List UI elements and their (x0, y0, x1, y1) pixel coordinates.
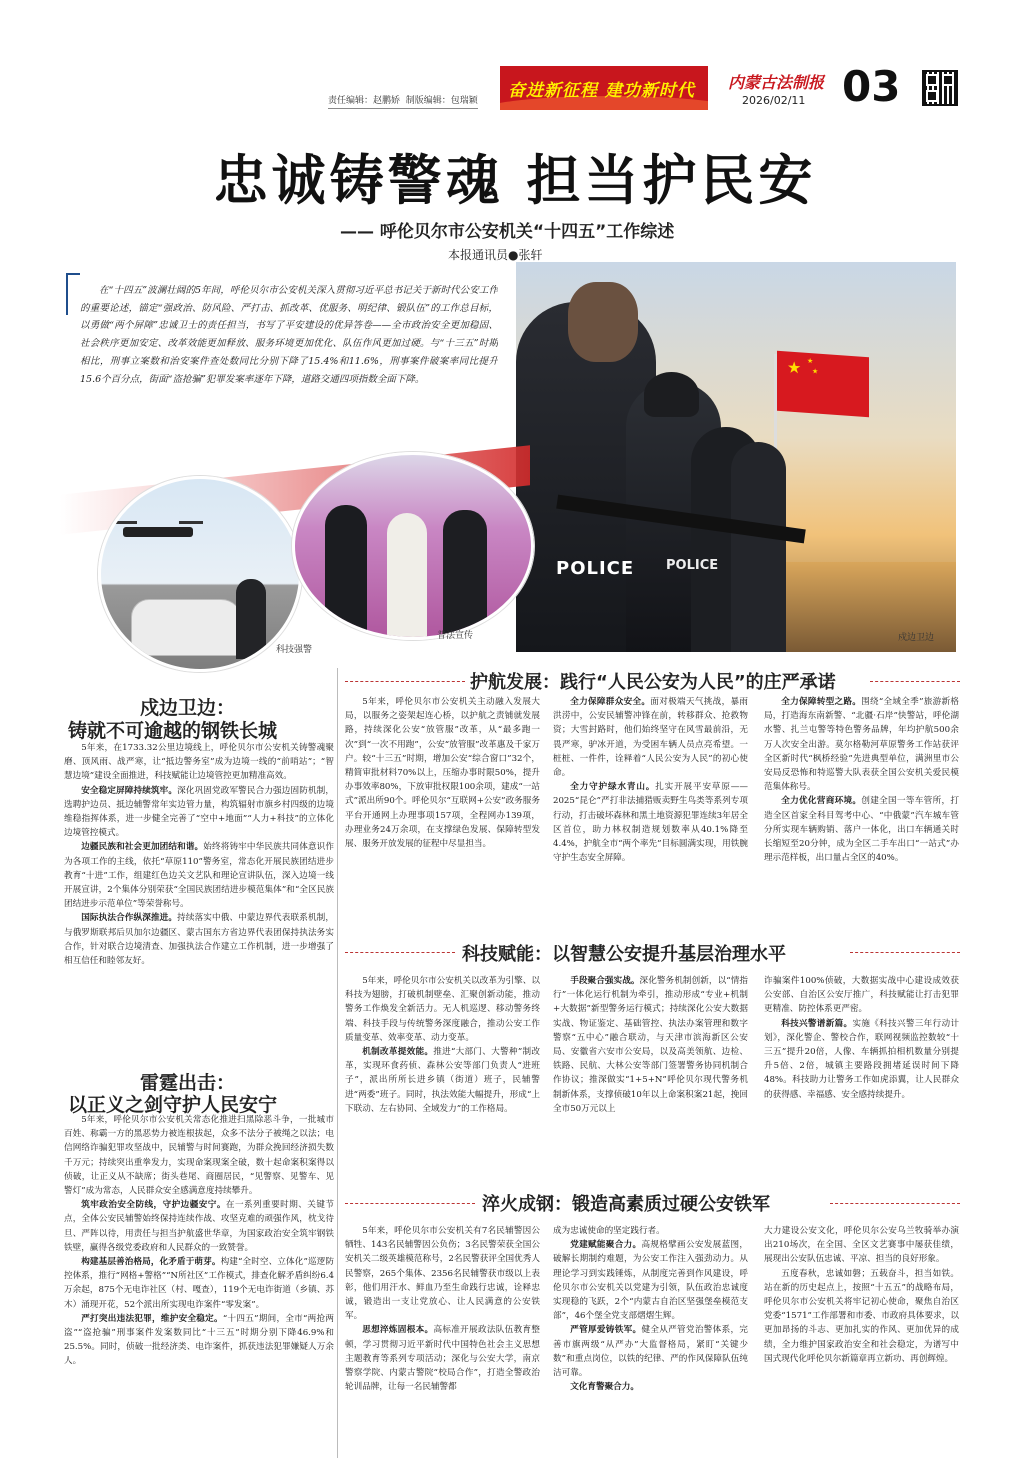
border-p4-lead: 国际执法合作纵深推进。 (81, 913, 178, 924)
tech-title-rule (345, 952, 455, 953)
guard-p5-lead: 全力优化营商环境。 (781, 796, 862, 807)
paper-logo: 内蒙古法制报 (728, 73, 825, 92)
police-patch: POLICE (556, 558, 635, 579)
guard-p4 (764, 695, 959, 794)
strike-p3-lead: 构建基层善治格局，化矛盾于萌芽。 (81, 1257, 221, 1268)
caption-tech: 科技强警 (276, 645, 313, 655)
border-p2 (64, 784, 334, 841)
team-p6: 大力建设公安文化，呼伦贝尔公安乌兰牧骑举办演出210场次，在全国、全区文艺赛事中屡获佳绩，展现出公安队伍忠诚、平凉、担当的良好形象。 (764, 1226, 959, 1265)
tech-col-1 (345, 974, 540, 1159)
guard-col-1 (345, 695, 540, 920)
guard-p4-lead: 全力保障转型之路。 (781, 697, 862, 707)
team-p2-lead: 思想淬炼固根本。 (362, 1325, 434, 1336)
team-title-rule (345, 1203, 475, 1204)
section-strike-body (64, 1113, 334, 1461)
guard-p5-text: 创建全国一等车管所，打造全区首家全科目驾考中心、“中俄蒙”汽车城车管分所实现车辆购销、落户一体化，出口车辆通关时长缩短至20分钟，成为全区二手车出口“一站式”办理示范样板，出口量占全区的40%。 (764, 796, 959, 864)
guard-p2 (553, 695, 748, 780)
tech-col-3 (764, 974, 959, 1159)
intro-text (80, 282, 498, 464)
officer-left (325, 505, 367, 635)
border-p1: 5年来，在1733.32公里边境线上，呼伦贝尔市公安机关铸警魂聚磨、顶风雨、战严寒，让“抵边警务室”成为边境一线的“前哨站”；“智慧边境”建设全面推进，科技赋能让边境管控更加精准高效。 (64, 743, 334, 782)
caption-border: 戍边卫边 (898, 633, 935, 643)
van (131, 599, 243, 656)
guard-p2-text: 面对极端天气挑战，暴雨洪涝中，公安民辅警冲锋在前，转移群众、抢救物资；大雪封路时，他们始终坚守在风雪最前沿，无畏严寒，驴冰开道，为受困车辆人员点亮希望。一桩桩、一件件，诠释着“人民公安为人民”的初心使命。 (553, 697, 748, 779)
strike-p2-lead: 筑牢政治安全防线，守护边疆安宁。 (81, 1200, 226, 1211)
team-col-3 (764, 1224, 959, 1462)
team-title-rule-right (830, 1203, 960, 1204)
guard-col-3 (764, 695, 959, 920)
header-rule (328, 108, 478, 109)
banner (500, 66, 708, 110)
strike-p2-text: 在一系列重要时期、关键节点，全体公安民辅警始终保持连续作战、攻坚克难的顽强作风，枕戈待旦、严阵以待，用责任与担当护航盛世华章，为国家政治安全筑牢钢铁铁壁，赢得各级党委政府和人民群众的一致赞誉。 (64, 1200, 334, 1253)
team-p5-lead: 严管厚爱铸铁军。 (570, 1325, 642, 1336)
section-strike-title-2: 以正义之剑守护人民安宁 (68, 1094, 278, 1116)
team-col-2 (553, 1224, 748, 1462)
editors-line: 责任编辑：赵鹏娇 制版编辑：包瑞颖 (328, 96, 478, 106)
team-p2 (345, 1323, 540, 1394)
section-team-title: 淬火成钢：锻造高素质过硬公安铁军 (482, 1194, 770, 1215)
strike-p4-lead: 严打突出违法犯罪，维护安全稳定。 (81, 1313, 223, 1324)
left-column-divider (337, 668, 338, 1458)
subheadline: —— 呼伦贝尔市公安机关“十四五”工作综述 (340, 222, 675, 242)
officer-2-helmet (644, 372, 699, 417)
strike-p4 (64, 1312, 334, 1369)
team-p6-lead: 文化育警聚合力。 (570, 1382, 639, 1393)
tech-p5-text: 实施《科技兴警三年行动计划》，深化警企、警校合作，联网视频监控数较“十三五”提升20倍，人像、车辆抓拍相机数量分别提升5倍、2倍，城镇主要路段拥堵延误时间下降48%。科技助力让警务工作如虎添翼，让人民群众的获得感、幸福感、安全感持续提升。 (764, 1018, 959, 1100)
strike-p4-text: “十四五”期间，全市“两抢两盗”“盗抢骗”刑事案件发案数同比“十三五”时期分别下降46.9%和25.5%。同时，侦破一批经济类、电诈案件，抓获违法犯罪嫌疑人万余人。 (64, 1313, 334, 1367)
guard-p3-text: 扎实开展平安草原——2025“昆仑”严打非法捕猎贩卖野生鸟类等系列专项行动，打击破坏森林和黑土地资源犯罪连续3年居全区首位，助力林权制造规划数率从40.1%降至4.4%，护航全市“两个率先”目标圆满实现，用铁腕守护生态安全屏障。 (553, 782, 748, 864)
team-p6-lead-line (553, 1380, 748, 1394)
tech-p2-lead: 机制改革提效能。 (362, 1047, 434, 1058)
tech-title-rule-right (850, 952, 960, 953)
border-p3-text: 始终将铸牢中华民族共同体意识作为各项工作的主线，依托“草原110”警务室，常态化开展民族团结进步教育“十进”工作，组建红色边关文艺队和理论宣讲队伍，深入边境一线开展宣讲，2个集体分别荣获“全国民族团结进步模范集体”和“全区民族团结进步示范单位”等荣誉称号。 (64, 842, 334, 910)
border-p4-text: 持续落实中俄、中蒙边界代表联系机制，与俄罗斯联邦后贝加尔边疆区、蒙古国东方省边界代表团保持执法务实合作，针对联合边境清查、加强执法合作建立工作机制，进一步增强了相互信任和睦邻友好。 (64, 913, 334, 967)
guard-p1: 5年来，呼伦贝尔市公安机关主动融入发展大局，以服务之姿架起连心桥，以护航之责铺就发展路，持续深化公安“放管服”改革，从“最多跑一次”到“一次不用跑”，公安“放管服”改革惠及千家万户。较“十三五”时期，增加公安“综合窗口”32个，精简审批材料70%以上，压缩办事时限50%，提升办事效率80%，下放审批权限100余项，建成“一站式”派出所90个。呼伦贝尔“互联网+公安”政务服务平台开通网上办理事项157项，全程网办139项，办理业务24万余项，在支撑绿色发展、保障转型发展、服务开放发展的征程中尽显担当。 (345, 697, 540, 850)
section-guard-title: 护航发展：践行“人民公安为人民”的庄严承诺 (470, 672, 836, 693)
guard-title-rule-right (870, 681, 960, 682)
section-border-title-2: 铸就不可逾越的钢铁长城 (68, 720, 278, 742)
team-p5-text: 健全从严管党治警体系，完善市旗两级“从严办”大监督格局，紧盯“关键少数”和重点岗位，以铁的纪律、严的作风保障队伍纯洁可靠。 (553, 1325, 748, 1379)
intro-bracket (66, 273, 80, 315)
tech-p5-lead: 科技兴警谱新篇。 (781, 1018, 853, 1029)
border-p2-text: 深化巩固党政军警民合力强边固防机制，选聘护边员、抵边辅警常年实边管力量，构筑辐射市旗乡村四级的边境维稳指挥体系，进一步健全完善了“空中+地面”“人力+科技”的立体化边境管控模式。 (64, 785, 334, 839)
guard-p5 (764, 794, 959, 865)
drone (123, 527, 193, 537)
section-strike-title-1: 雷霆出击： (140, 1072, 236, 1094)
officer-right (443, 510, 487, 640)
guard-p4-text: 围绕“全域全季”旅游新格局，打造海东南新警、“北疆·石岸”快警站，呼伦湖水警、扎兰屯警等特色警务品牌，年均护航500余万人次安全出游。莫尔格勒河草原警务工作站获评全区新时代“枫桥经验”先进典型单位，满洲里市公安局反恐怖和特巡警大队表获全国公安机关爱民模范集体称号。 (764, 697, 959, 793)
tech-p3-lead: 手段聚合强实战。 (570, 976, 640, 986)
team-p2-text: 高标准开展政法队伍教育整顿，学习贯彻习近平新时代中国特色社会主义思想主题教育等系列专项活动；深化与公安大学，南京警察学院、内蒙古警院“校局合作”，打造全警政治轮训品牌，让每一名民辅警都 (345, 1325, 540, 1393)
team-col-1 (345, 1224, 540, 1462)
border-p3 (64, 840, 334, 911)
border-p2-lead: 安全稳定屏障持续筑牢。 (81, 785, 178, 796)
main-headline: 忠诚铸警魂 担当护民安 (213, 148, 817, 212)
guard-p3 (553, 780, 748, 865)
drone-patrol-photo (98, 476, 302, 672)
section-border-title-1: 戍边卫边： (140, 697, 236, 719)
tech-p4: 诈骗案件100%侦破，大数据实战中心建设成效获公安部、自治区公安厅推广，科技赋能让打击犯罪更精准、防控体系更严密。 (764, 976, 959, 1015)
page-number: 03 (842, 62, 901, 111)
police-patch-2: POLICE (666, 558, 719, 573)
issue-date: 2026/02/11 (742, 94, 806, 107)
strike-p1: 5年来，呼伦贝尔市公安机关常态化推进扫黑除恶斗争，一批城市百姓、称霸一方的黑恶势力被连根拔起，众多不法分子被绳之以法；电信网络诈骗犯罪攻坚战中，民辅警与时间赛跑，为群众挽回经济损失数千万元；持续突出重拳发力，实现命案现案全破，数十起命案积案得以侦破，让正义从不缺席；街头巷尾、商圈居民，“见警察、见警车、见警灯”成为常态，人民群众安全感满意度持续攀升。 (64, 1115, 334, 1197)
team-p3: 成为忠诚使命的坚定践行者。 (553, 1226, 665, 1236)
guard-title-rule (345, 681, 465, 682)
law-publicity-photo (292, 452, 534, 640)
strike-p3 (64, 1255, 334, 1312)
team-p4-lead: 党建赋能聚合力。 (570, 1240, 642, 1251)
byline: 本报通讯员●张轩 (448, 248, 543, 262)
team-p1: 5年来，呼伦贝尔市公安机关有7名民辅警因公牺牲、143名民辅警因公负伤；3名民警荣获全国公安机关二级英雄模范称号，2名民警获评全国优秀人民警察，265个集体、2356名民辅警获市级以上表彰，他们用汗水、鲜血乃至生命践行忠诚，诠释忠诚，锻造出一支让党放心、让人民满意的公安铁军。 (345, 1226, 540, 1322)
border-p3-lead: 边疆民族和社会更加团结和谐。 (81, 842, 204, 853)
tech-p5 (764, 1017, 959, 1102)
border-patrol-photo (516, 262, 956, 652)
tech-p1: 5年来，呼伦贝尔市公安机关以改革为引擎、以科技为翅膀，打破机制壁垒、汇聚创新动能，推动警务工作焕发全新活力。无人机巡逻、移动警务终端、科技手段与传统警务深度融合，推动公安工作质量变革、效率变革、动力变革。 (345, 976, 540, 1043)
tech-p3-text: 深化警务机制创新，以“情指行”一体化运行机制为牵引，推动形成“专业+机制+大数据”新型警务运行模式；持续深化公安大数据实战、物证鉴定、基础管控、执法办案管理和数字警察“五中心”融合联动，与天津市滨海新区公安局、安徽省六安市公安局，以及高美领航、边检、铁路、民航、大林公安等部门签署警务协同机制合作协议；推深做实“1+5+N”呼伦贝尔现代警务机制新体系，支撑侦破10年以上命案积案21起，挽回全市50万元以上 (553, 976, 748, 1114)
guard-p3-lead: 全力守护绿水青山。 (570, 782, 656, 793)
officer-4 (731, 442, 786, 652)
guard-p2-lead: 全力保障群众安全。 (570, 697, 651, 707)
section-border-body (64, 741, 334, 1056)
team-p5 (553, 1323, 748, 1380)
section-tech-title: 科技赋能：以智慧公安提升基层治理水平 (462, 944, 786, 965)
tech-p2-text: 推进“大部门、大警种”制改革，实现环食药侦、森林公安等部门负责人“进班子”，派出所所长进乡镇（街道）班子，民辅警进“两委”班子。同时，执法效能大幅提升，形成“上下联动、左右协同、全域发力”的工作格局。 (345, 1047, 540, 1114)
officer-1-head (568, 282, 638, 362)
banner-text: 奋进新征程 建功新时代 (508, 81, 695, 101)
team-p4 (553, 1238, 748, 1323)
border-p4 (64, 911, 334, 968)
tech-p3 (553, 974, 748, 1116)
strike-p2 (64, 1198, 334, 1255)
qr-code (922, 70, 958, 106)
intro-paragraph: 在“十四五”波澜壮阔的5年间，呼伦贝尔市公安机关深入贯彻习近平总书记关于新时代公安工作的重要论述，锚定“强政治、防风险、严打击、抓改革、优服务、明纪律、锻队伍”的工作总目标，以勇做“两个屏障”忠诚卫士的责任担当，书写了平安建设的优异答卷——全市政治安全更加稳固、社会秩序更加安定、改革效能更加释放、服务环境更加优化、队伍作风更加过硬。与“十三五”时期相比，刑事立案数和治安案件查处数同比分别下降了15.4%和11.6%，刑事案件破案率同比提升15.6个百分点，街面“盗抢骗”犯罪发案率逐年下降，道路交通四项指数全面下降。 (80, 285, 498, 385)
tech-p2 (345, 1045, 540, 1116)
team-p7: 五度春秋，忠诚如磐；五载奋斗，担当如铁。站在新的历史起点上，按照“十五五”的战略布局，呼伦贝尔市公安机关将牢记初心使命，聚焦自治区党委“1571”工作部署和市委、市政府具体要求，以更加昂扬的斗志、更加扎实的作风、更加优异的成绩，全力维护国家政治安全和社会稳定，为谱写中国式现代化呼伦贝尔新篇章再立新功、再创辉煌。 (764, 1268, 959, 1364)
team-p4-text: 高规格擘画公安发展蓝图，破解长期制约难题，为公安工作注入强劲动力。从理论学习到实践锤炼，从制度完善到作风建设，呼伦贝尔市公安机关以党建为引领，队伍政治忠诚度实现稳的飞跃，2个“内蒙古自治区坚强堡垒模范支部”，46个堡全党支部熠熠生辉。 (553, 1240, 748, 1322)
officer (236, 579, 266, 659)
strike-p3-text: 构建“全时空、立体化”巡逻防控体系，推行“网格+警格”“N所社区”工作模式，排查化解矛盾纠纷6.4万余起，875个无电诈社区（村、嘎查），119个无电诈街道（乡镇、苏木）涌现开花，52个派出所实现电诈案件“零发案”。 (64, 1257, 334, 1310)
caption-law: 普法宣传 (437, 631, 474, 641)
guard-col-2 (553, 695, 748, 920)
tech-col-2 (553, 974, 748, 1159)
china-flag: ★ ★ ★ (777, 351, 869, 417)
citizen (387, 513, 427, 638)
